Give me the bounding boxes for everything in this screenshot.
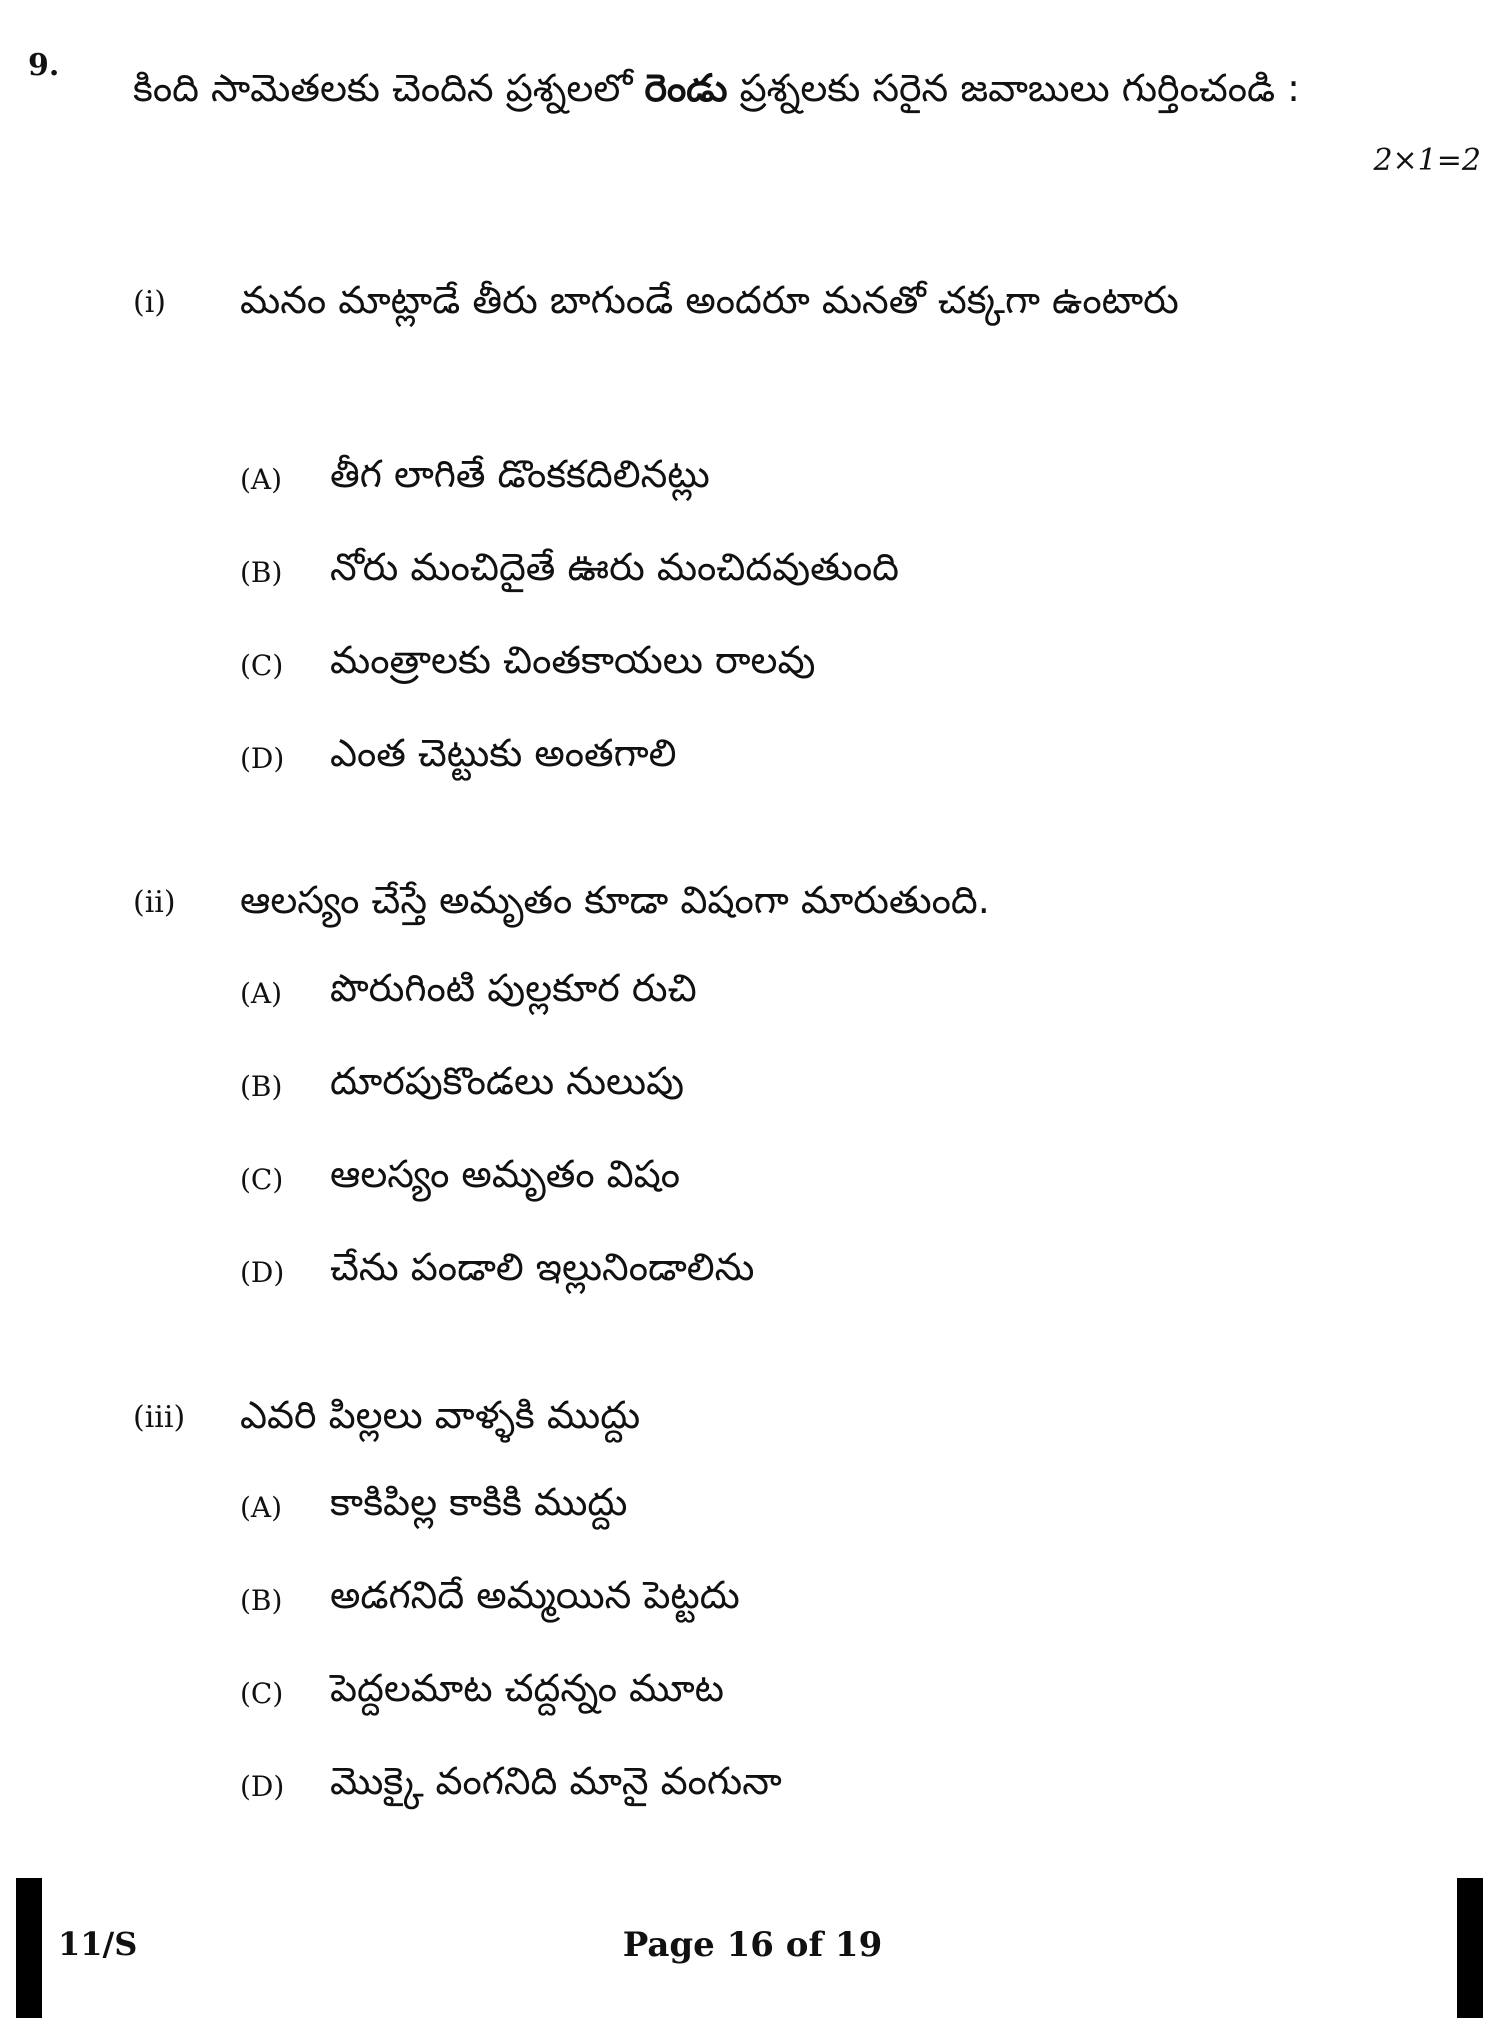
option-text: మొక్కై వంగనిది మానై వంగునా <box>330 1759 782 1803</box>
option-label: (C) <box>240 1162 284 1196</box>
question-number: 9. <box>28 48 60 83</box>
footer-page-number: Page 16 of 19 <box>622 1925 883 1965</box>
option-text: పొరుగింటి పుల్లకూర రుచి <box>330 966 697 1010</box>
subquestion-label: (iii) <box>133 1400 186 1435</box>
option-text: అడగనిదే అమ్మయిన పెట్టదు <box>330 1573 740 1617</box>
option-text: కాకిపిల్ల కాకికి ముద్దు <box>330 1480 628 1524</box>
intro-text-2: ప్రశ్నలకు సరైన జవాబులు గుర్తించండి : <box>727 66 1300 110</box>
option-label: (D) <box>240 741 285 775</box>
option-label: (A) <box>240 462 283 496</box>
option-label: (C) <box>240 1676 284 1710</box>
option-label: (C) <box>240 648 284 682</box>
marks-allocation: 2×1=2 <box>1373 143 1481 178</box>
option-label: (A) <box>240 1490 283 1524</box>
option-label: (A) <box>240 976 283 1010</box>
question-intro <box>133 40 1463 136</box>
option-label: (D) <box>240 1769 285 1803</box>
option-item <box>240 1759 782 1813</box>
option-item <box>240 1666 724 1720</box>
option-label: (B) <box>240 1583 283 1617</box>
option-text: ఎంత చెట్టుకు అంతగాలి <box>330 731 677 775</box>
footer-right-bar <box>1457 1878 1483 2018</box>
footer-paper-code: 11/S <box>58 1925 138 1963</box>
option-text: ఆలస్యం అమృతం విషం <box>330 1152 681 1196</box>
subquestion-text: ఎవరి పిల్లలు వాళ్ళకి ముద్దు <box>240 1393 641 1437</box>
option-item <box>240 545 899 599</box>
subquestion-label: (ii) <box>133 885 176 920</box>
intro-text-1: కింది సామెతలకు చెందిన ప్రశ్నలలో <box>133 66 645 110</box>
option-item <box>240 638 815 692</box>
subquestion-text: ఆలస్యం చేస్తే అమృతం కూడా విషంగా మారుతుంది. <box>240 878 990 922</box>
option-item <box>240 1152 680 1206</box>
subquestion-text: మనం మాట్లాడే తీరు బాగుండే అందరూ మనతో చక్కగా ఉంటారు <box>240 278 1179 322</box>
subquestion-label: (i) <box>133 285 167 320</box>
option-text: తీగ లాగితే డొంకకదిలినట్లు <box>330 452 710 496</box>
option-item <box>240 1480 627 1534</box>
option-text: మంత్రాలకు చింతకాయలు రాలవు <box>330 638 816 682</box>
option-item <box>240 1573 740 1627</box>
option-item <box>240 1245 754 1299</box>
option-text: చేను పండాలి ఇల్లునిండాలిను <box>330 1245 755 1289</box>
option-text: పెద్దలమాట చద్దన్నం మూట <box>330 1666 724 1710</box>
option-text: నోరు మంచిదైతే ఊరు మంచిదవుతుంది <box>330 545 899 589</box>
option-label: (B) <box>240 555 283 589</box>
option-item <box>240 966 697 1020</box>
option-item <box>240 1059 684 1113</box>
option-label: (B) <box>240 1069 283 1103</box>
intro-bold-text: రెండు <box>644 66 728 110</box>
option-item <box>240 731 676 785</box>
option-label: (D) <box>240 1255 285 1289</box>
option-item <box>240 452 710 506</box>
option-text: దూరపుకొండలు నులుపు <box>330 1059 685 1103</box>
